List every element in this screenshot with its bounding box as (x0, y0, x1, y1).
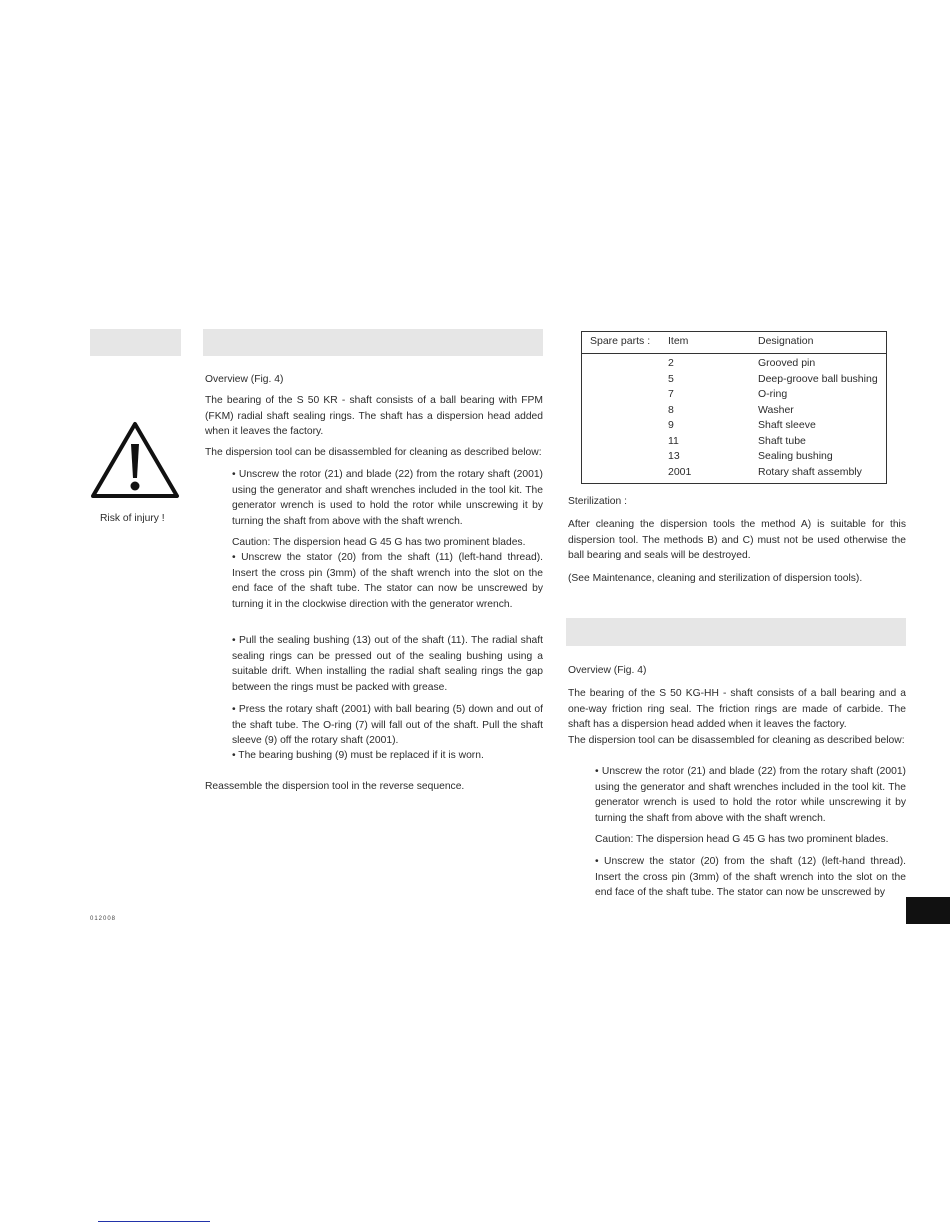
overview-heading-right: Overview (Fig. 4) (568, 665, 647, 676)
item-number: 2001 (668, 465, 692, 478)
disassembly-intro-left: The dispersion tool can be disassembled for cleaning as described below: (205, 447, 542, 458)
step-unscrew-rotor-right: • Unscrew the rotor (21) and blade (22) from the rotary shaft (2001) using the generator and shaft wrenches included in the tool kit. The generator wrench is used to hold the rotor while unscrewing it by turning the shaft from above with the shaft wrench. (595, 766, 906, 824)
table-row (582, 449, 886, 465)
item-designation: Sealing bushing (758, 450, 833, 462)
item-number: 9 (668, 419, 674, 431)
item-number: 7 (668, 388, 674, 400)
item-designation: Grooved pin (758, 357, 816, 369)
item-designation: Shaft sleeve (758, 419, 816, 431)
caution-note-right: Caution: The dispersion head G 45 G has two prominent blades. (595, 834, 889, 845)
item-designation: Rotary shaft assembly (758, 465, 862, 478)
caution-note-left: Caution: The dispersion head G 45 G has two prominent blades. (232, 537, 526, 548)
step-unscrew-stator-left: • Unscrew the stator (20) from the shaft (11) (left-hand thread). Insert the cross pin (3mm) of the shaft wrench into the slot on the end face of the shaft tube. The stator can now be unscrewed by turning it in the clockwise direction with the generator wrench. (232, 552, 543, 610)
table-row (582, 403, 886, 419)
sterilization-text: After cleaning the dispersion tools the method A) is suitable for this dispersion tool. The methods B) and C) must not be used otherwise the ball bearing and seals will be destroyed. (568, 519, 906, 562)
document-code: 012008 (90, 916, 117, 922)
table-row (582, 434, 886, 450)
reassemble-note-left: Reassemble the dispersion tool in the reverse sequence. (205, 781, 465, 792)
margin-header-bar (90, 329, 181, 356)
step-press-shaft-left: • Press the rotary shaft (2001) with ball bearing (5) down and out of the shaft tube. The O-ring (7) will fall out of the shaft. Pull the shaft sleeve (9) off the rotary shaft (2001). (232, 704, 543, 747)
item-designation: Washer (758, 403, 794, 416)
item-designation: Shaft tube (758, 434, 806, 447)
section-header-bar-left (203, 329, 543, 356)
sterilization-reference: (See Maintenance, cleaning and sterilization of dispersion tools). (568, 573, 863, 584)
overview-heading-left: Overview (Fig. 4) (205, 374, 284, 385)
item-number: 2 (668, 357, 674, 369)
step-unscrew-rotor-left: • Unscrew the rotor (21) and blade (22) from the rotary shaft (2001) using the generator and shaft wrenches included in the tool kit. The generator wrench is used to hold the rotor while unscrewing it by turning the shaft from above with the shaft wrench. (232, 469, 543, 527)
item-number: 11 (668, 434, 679, 447)
section-header-bar-right (566, 618, 906, 646)
table-row (582, 372, 886, 388)
column-header-designation: Designation (758, 335, 814, 347)
step-bearing-bushing-left: • The bearing bushing (9) must be replaced if it is worn. (232, 750, 484, 761)
warning-label: Risk of injury ! (100, 513, 165, 524)
item-designation: O-ring (758, 388, 788, 400)
table-row (582, 418, 886, 434)
item-number: 5 (668, 372, 674, 385)
spare-parts-header (582, 332, 886, 354)
item-number: 8 (668, 403, 674, 416)
page-tab-marker (906, 897, 950, 924)
spare-parts-table (581, 331, 887, 484)
step-unscrew-stator-right: • Unscrew the stator (20) from the shaft (12) (left-hand thread). Insert the cross pin (3mm) of the shaft wrench into the slot on the end face of the shaft tube. The stator can now be unscrewed by (595, 856, 906, 899)
sterilization-heading: Sterilization : (568, 496, 627, 507)
spare-parts-label: Spare parts : (590, 335, 651, 347)
table-row (582, 465, 886, 481)
item-number: 13 (668, 450, 680, 462)
item-designation: Deep-groove ball bushing (758, 372, 878, 385)
intro-paragraph-right: The bearing of the S 50 KG-HH - shaft consists of a ball bearing and a one-way friction ring seal. The friction rings are made of carbide. The shaft has a dispersion head added when it leaves the factory. (568, 688, 906, 731)
table-row (582, 387, 886, 403)
footer-line (98, 1221, 210, 1222)
step-sealing-bushing-left: • Pull the sealing bushing (13) out of the shaft (11). The radial shaft sealing rings can be pressed out of the sealing bushing using a suitable drift. When installing the radial shaft sealing rings the gap between the rings must be packed with grease. (232, 635, 543, 693)
warning-triangle-icon (90, 420, 180, 500)
intro-paragraph-left: The bearing of the S 50 KR - shaft consists of a ball bearing with FPM (FKM) radial shaft sealing rings. The shaft has a dispersion head added when it leaves the factory. (205, 395, 543, 438)
table-row (582, 356, 886, 372)
disassembly-intro-right: The dispersion tool can be disassembled for cleaning as described below: (568, 735, 905, 746)
column-header-item: Item (668, 335, 689, 347)
